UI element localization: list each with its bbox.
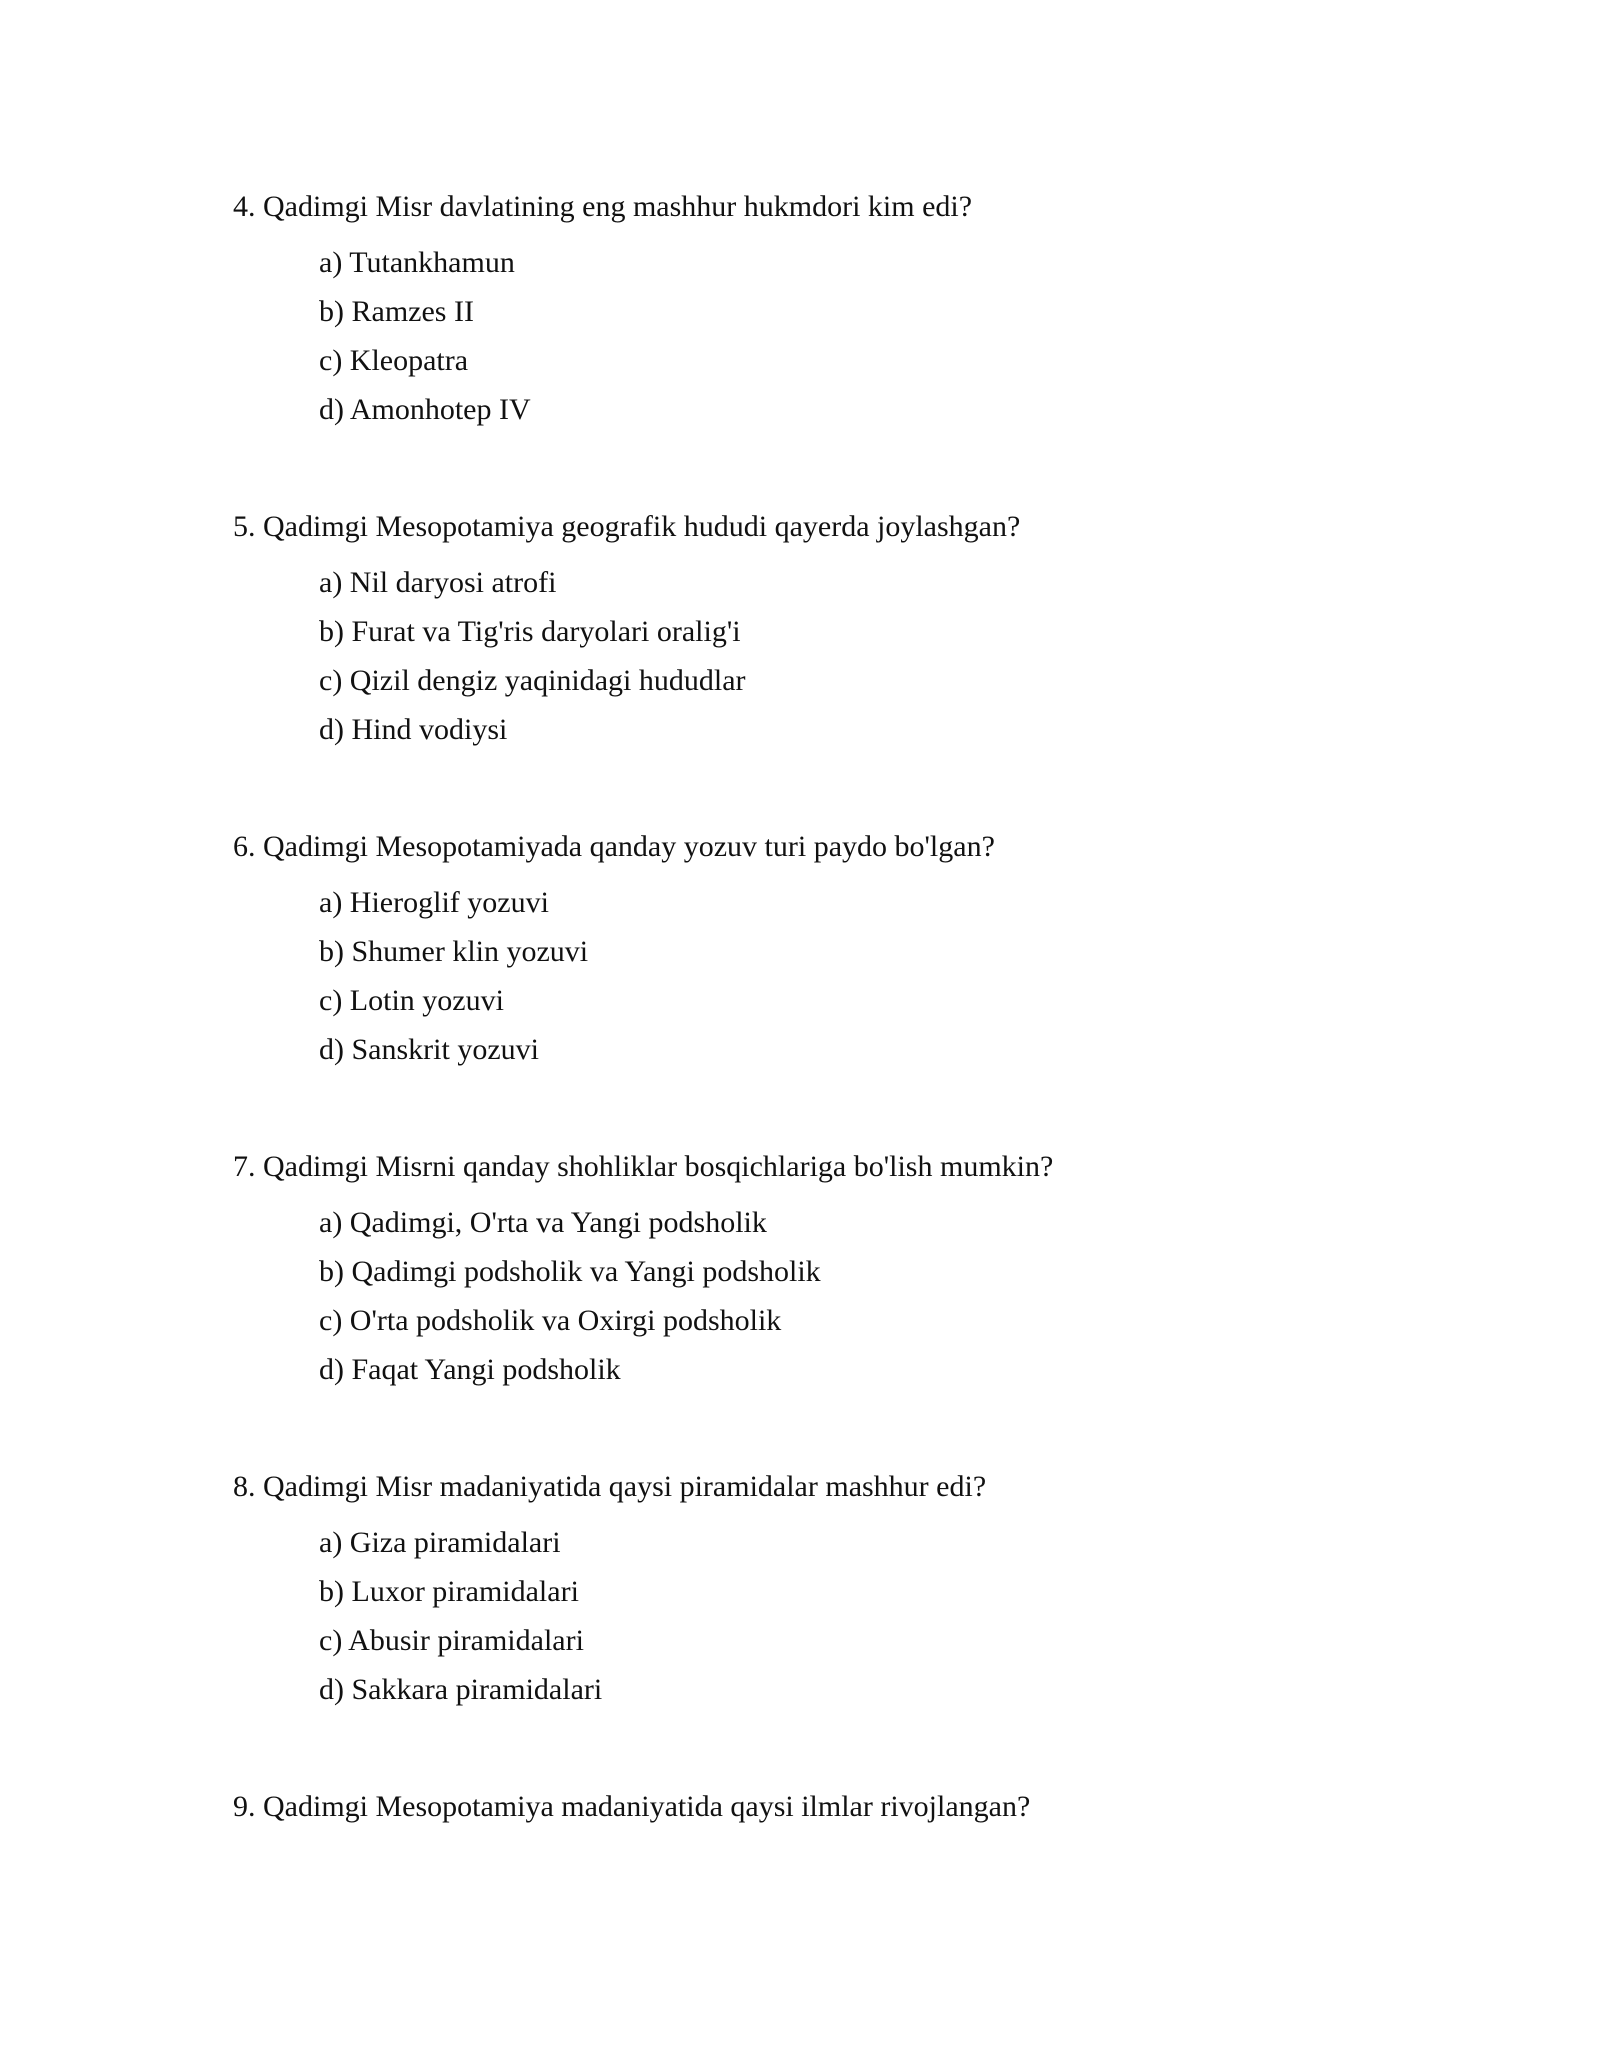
option-a: a) Giza piramidalari — [319, 1526, 561, 1559]
option-c: c) Kleopatra — [319, 344, 469, 377]
option-b: b) Ramzes II — [319, 295, 474, 328]
question-text: 7. Qadimgi Misrni qanday shohliklar bosqichlariga bo'lish mumkin? — [233, 1150, 1054, 1183]
question-text: 9. Qadimgi Mesopotamiya madaniyatida qaysi ilmlar rivojlangan? — [233, 1790, 1031, 1823]
option-a: a) Qadimgi, O'rta va Yangi podsholik — [319, 1206, 767, 1239]
question-4 — [233, 189, 1433, 441]
question-text: 6. Qadimgi Mesopotamiyada qanday yozuv turi paydo bo'lgan? — [233, 830, 995, 863]
option-list — [319, 565, 1433, 761]
option-d: d) Faqat Yangi podsholik — [319, 1353, 621, 1386]
question-7 — [233, 1149, 1433, 1401]
question-text: 4. Qadimgi Misr davlatining eng mashhur hukmdori kim edi? — [233, 190, 973, 223]
option-list — [319, 885, 1433, 1081]
option-d: d) Sakkara piramidalari — [319, 1673, 603, 1706]
option-a: a) Hieroglif yozuvi — [319, 886, 549, 919]
question-5 — [233, 509, 1433, 761]
option-list — [319, 245, 1433, 441]
option-list — [319, 1525, 1433, 1721]
option-b: b) Qadimgi podsholik va Yangi podsholik — [319, 1255, 821, 1288]
option-a: a) Tutankhamun — [319, 246, 515, 279]
option-c: c) O'rta podsholik va Oxirgi podsholik — [319, 1304, 782, 1337]
option-a: a) Nil daryosi atrofi — [319, 566, 557, 599]
option-b: b) Luxor piramidalari — [319, 1575, 579, 1608]
option-list — [319, 1205, 1433, 1401]
option-c: c) Abusir piramidalari — [319, 1624, 584, 1657]
question-6 — [233, 829, 1433, 1081]
question-8 — [233, 1469, 1433, 1721]
question-text: 8. Qadimgi Misr madaniyatida qaysi piramidalar mashhur edi? — [233, 1470, 987, 1503]
question-9 — [233, 1789, 1433, 1825]
question-text: 5. Qadimgi Mesopotamiya geografik hududi qayerda joylashgan? — [233, 510, 1021, 543]
option-c: c) Qizil dengiz yaqinidagi hududlar — [319, 664, 746, 697]
option-b: b) Furat va Tig'ris daryolari oralig'i — [319, 615, 741, 648]
option-c: c) Lotin yozuvi — [319, 984, 504, 1017]
option-d: d) Sanskrit yozuvi — [319, 1033, 539, 1066]
option-d: d) Amonhotep IV — [319, 393, 531, 426]
option-b: b) Shumer klin yozuvi — [319, 935, 589, 968]
option-d: d) Hind vodiysi — [319, 713, 508, 746]
